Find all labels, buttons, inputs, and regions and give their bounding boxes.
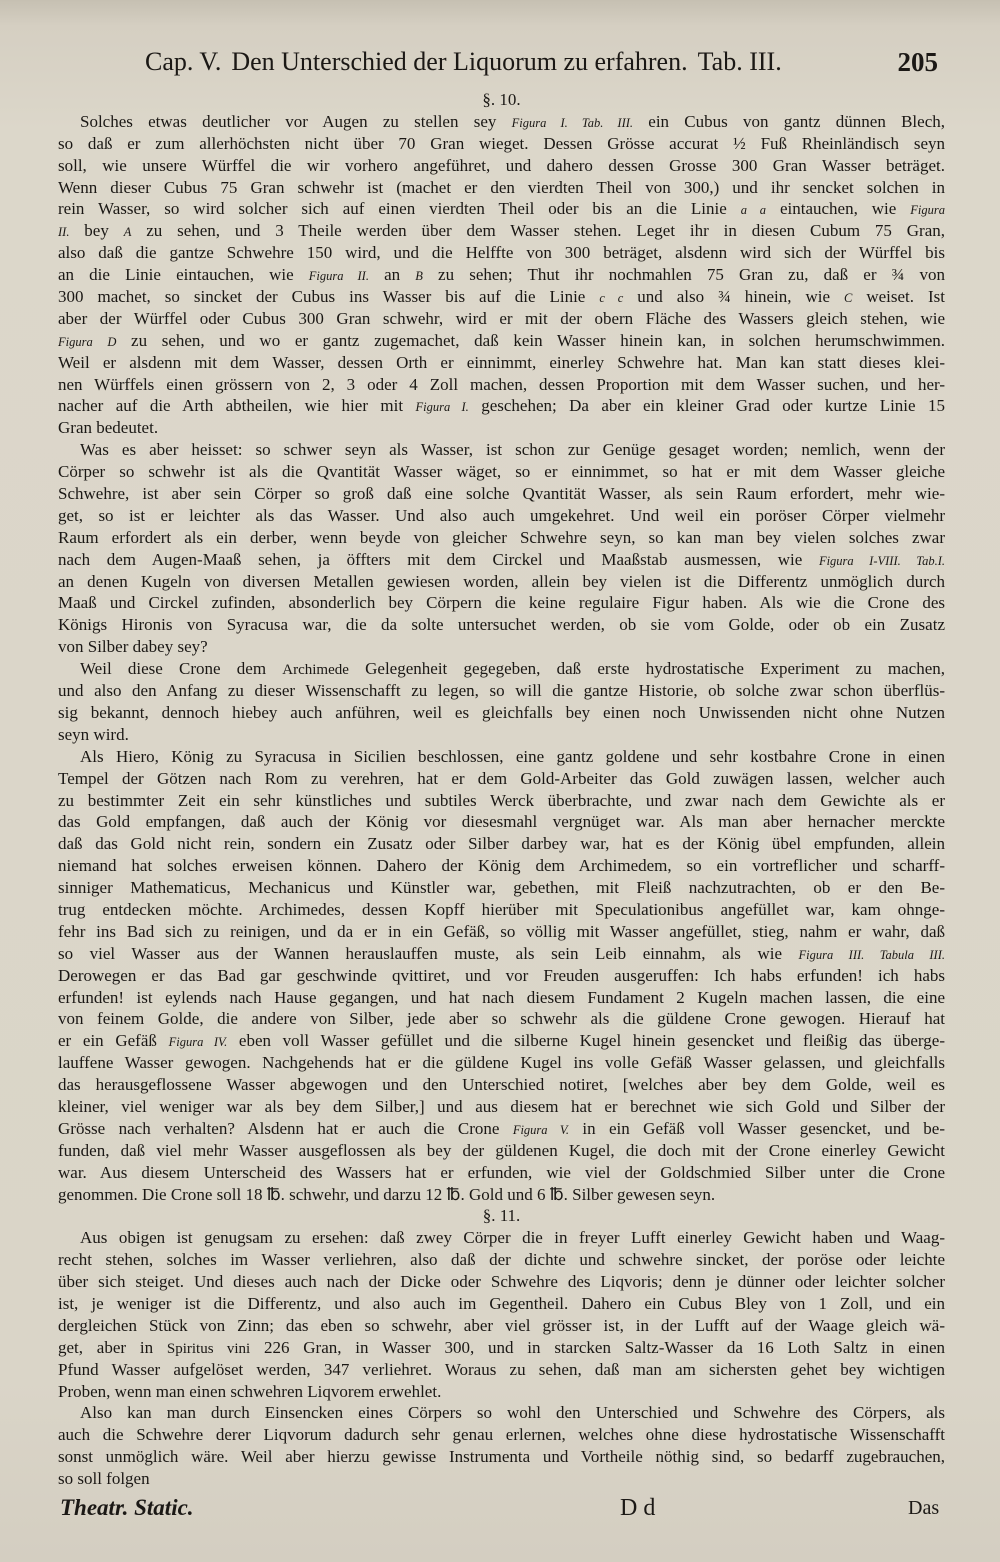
text-line: Also kan man durch Einsencken eines Cörpers so wohl den Unterschied und Schwehre des Cörpers, als bbox=[80, 1403, 945, 1423]
figure-reference: B bbox=[415, 269, 423, 284]
text-line: fehr ins Bad sich zu reinigen, und da er in ein Gefäß, so völlig mit Wasser angefüllet, stieg, nahm er wahr, daß bbox=[58, 921, 945, 941]
text-line: Solches etwas deutlicher vor Augen zu stellen sey Figura I. Tab. III. ein Cubus von gantz dünnen Blech, bbox=[80, 111, 945, 131]
text-line: Raum erfordert als ein derber, wenn beyde von gleicher Schwehre seyn, so kan man bey vielen solches zwar bbox=[58, 527, 945, 547]
page-footer bbox=[0, 1492, 1000, 1524]
text-line: sonst unmöglich wäre. Weil aber hierzu gewisse Instrumenta und Vortheile nöthig sind, so bedarff zugebrauchen, bbox=[58, 1447, 945, 1467]
text-line: ist, je weniger ist die Differentz, und also auch im Gegentheil. Dahero ein Cubus Bley von 1 Zoll, und ein bbox=[58, 1293, 945, 1313]
text-line: Maaß und Circkel zufinden, absonderlich bey Cörpern die keine regulaire Figur haben. Als wie die Crone des bbox=[58, 593, 945, 613]
section bbox=[58, 89, 945, 1205]
text-line: rein Wasser, so wird solcher sich auf einen vierdten Theil oder bis an die Linie a a eintauchen, wie Figura bbox=[58, 199, 945, 219]
text-line: Weil er alsdenn mit dem Wasser, dessen Orth er einnimmt, einerley Schwehre hat. Man kan statt dieses klei- bbox=[58, 352, 945, 372]
text-line: get, so ist er leichter als das Wasser. Und also auch umgekehret. Und weil ein poröser Cörper vielmehr bbox=[58, 505, 945, 525]
text-line: soll, wie unsere Würffel die wir vorhero angeführet, und dahero dessen Grosse 300 Gran Wasser beträget. bbox=[58, 155, 945, 175]
figure-reference: Figura II. bbox=[308, 269, 369, 284]
figure-reference: Figura IV. bbox=[168, 1035, 228, 1050]
figure-reference: C bbox=[844, 291, 853, 306]
text-line: auch die Schwehre derer Liqvorum dadurch sehr genau erlernen, welches ohne diese hydrostatische Wissenschafft bbox=[58, 1425, 945, 1445]
text-line: Grösse nach verhalten? Alsdenn hat er auch die Crone Figura V. in ein Gefäß voll Wasser gesencket, und be- bbox=[58, 1118, 946, 1138]
text-line: Was es aber heisset: so schwer seyn als Wasser, ist schon zur Genüge gesaget worden; nemlich, wenn der bbox=[80, 440, 945, 460]
signature-mark: D d bbox=[620, 1495, 656, 1521]
paragraph bbox=[58, 746, 945, 1206]
text-line: von feinem Golde, die andere von Silber, jede aber so schwehr als die güldene Crone gewogen. Hierauf hat bbox=[58, 1009, 945, 1029]
figure-reference: D bbox=[107, 334, 117, 349]
text-line: Aus obigen ist genugsam zu ersehen: daß zwey Cörper die in freyer Lufft einerley Gewicht haben und Waag- bbox=[80, 1228, 945, 1248]
page-body bbox=[58, 89, 945, 1490]
paragraph bbox=[58, 1227, 945, 1402]
text-line: erfunden! ist eylends nach Hause gegangen, und hat nach diesem Fundament 2 Kugeln machen lassen, die eine bbox=[58, 987, 945, 1007]
text-line: war. Aus diesem Unterscheid des Wassers hat er erfunden, wie viel der Goldschmied Silber unter die Crone bbox=[58, 1162, 945, 1182]
figure-reference: Figura III. Tabula III. bbox=[798, 947, 945, 962]
text-line: trug entdecken möchte. Archimedes, dessen Kopff hierüber mit Speculationibus angefüllet war, kam ohnge- bbox=[58, 899, 945, 919]
text-line: und also den Anfang zu dieser Wissenschafft zu legen, so will die gantze Historie, ob solche zwar schon überflüs- bbox=[58, 681, 945, 701]
paragraph bbox=[58, 439, 945, 658]
figure-reference: Figura I. bbox=[415, 400, 469, 415]
text-line: get, aber in Spiritus vini 226 Gran, in Wasser 300, und in starcken Saltz-Wasser da 16 Loth Saltz in einen bbox=[58, 1337, 945, 1357]
section bbox=[58, 1205, 945, 1490]
text-line: Wenn dieser Cubus 75 Gran schwehr ist (machet er den vierdten Theil von 300,) und ihr sencket solchen in bbox=[58, 177, 945, 197]
figure-reference: a a bbox=[740, 203, 767, 218]
text-line: Derowegen er das Bad gar geschwinde qvittiret, und vor Freuden ausgeruffen: Ich habs erfunden! ich habs bbox=[58, 965, 945, 985]
text-line: so daß er zum allerhöchsten nicht über 70 Gran wieget. Dessen Grösse accurat ½ Fuß Rheinländisch seyn bbox=[58, 133, 945, 153]
text-line: genommen. Die Crone soll 18 ℔. schwehr, und darzu 12 ℔. Gold und 6 ℔. Silber gewesen seyn. bbox=[58, 1184, 716, 1204]
text-line: von Silber dabey sey? bbox=[58, 637, 208, 657]
paragraph bbox=[58, 1402, 945, 1490]
section-heading: §. 10. bbox=[482, 90, 521, 109]
latin-term: Spiritus vini bbox=[166, 1340, 251, 1357]
text-line: daß das Gold nicht rein, sondern ein Zusatz oder Silber darbey war, hat es der König übel empfunden, allein bbox=[58, 834, 945, 854]
page-number: 205 bbox=[897, 47, 938, 77]
text-line: Cörper so schwehr ist als die Qvantität Wasser wäget, so er einnimmet, so hat er mit dem Wasser gleiche bbox=[58, 462, 945, 482]
text-line: er ein Gefäß Figura IV. eben voll Wasser gefüllet und die silberne Kugel hinein gesencket und fleißig das überge- bbox=[58, 1031, 945, 1051]
figure-reference: c c bbox=[599, 291, 624, 306]
text-line: lauffene Wasser gewogen. Nachgehends hat er die güldene Kugel ins volle Gefäß Wasser gelassen, und gleichfalls bbox=[58, 1053, 945, 1073]
figure-reference: Figura I-VIII. Tab.I. bbox=[818, 553, 946, 568]
text-line: das Gold empfangen, daß auch der König vor diesesmahl vergnüget war. Als man aber hernacher merckte bbox=[58, 812, 945, 832]
figure-reference: Figura I. Tab. III. bbox=[511, 115, 634, 130]
text-line: über sich steiget. Und dieses auch nach der Dicke oder Schwehre des Liqvoris; denn je dünner oder leichter solcher bbox=[58, 1272, 945, 1292]
text-line: sig bekannt, dennoch hiebey auch anführen, weil es gleichfalls bey einen noch Unwissenden nicht ohne Nutzen bbox=[58, 702, 945, 722]
text-line: Gran bedeutet. bbox=[58, 418, 159, 438]
section-heading: §. 11. bbox=[482, 1206, 521, 1226]
text-line: recht stehen, solches im Wasser verliehren, also daß der dichte und schwehre sincket, der poröse oder leichte bbox=[58, 1250, 945, 1270]
text-line: Schwehre, ist aber sein Cörper so groß daß eine solche Qvantität Wasser, als sein Raum erfordert, mehr wie- bbox=[58, 484, 945, 504]
figure-reference: Figura bbox=[58, 334, 93, 349]
text-line: nacher auf die Arth abtheilen, wie hier mit Figura I. geschehen; Da aber ein kleiner Grad oder kurtze Linie 15 bbox=[58, 396, 945, 416]
figure-reference: A bbox=[123, 225, 132, 240]
text-line: Figura D zu sehen, und wo er gantz zugemachet, daß kein Wasser hinein kan, in solchen herumschwimmen. bbox=[58, 330, 946, 350]
text-line: kleiner, viel weniger war als bey dem Silber,] und aus diesem hat er berechnet wie sich Gold und Silber der bbox=[58, 1096, 945, 1116]
text-line: aber der Würffel oder Cubus 300 Gran schwehr, wird er mit der obern Fläche des Wassers gleich stehen, wie bbox=[58, 308, 945, 328]
figure-reference: Figura V. bbox=[512, 1122, 569, 1137]
text-line: also daß die gantze Schwehre 150 wird, und die Helffte von 300 beträget, alsdenn wird sich der Würffel bis bbox=[58, 243, 945, 263]
text-line: funden, daß viel mehr Wasser ausgeflossen als bey der güldenen Kugel, die doch mit der Crone einerley Gewicht bbox=[58, 1140, 945, 1160]
text-line: nen Würffels einen grössern von 2, 3 oder 4 Zoll machen, dessen Proportion mit dem Wasser suchen, und her- bbox=[58, 374, 945, 394]
text-line: II. bey A zu sehen, und 3 Theile werden über dem Wasser stehen. Leget ihr in diesen Cubum 75 Gran, bbox=[58, 221, 945, 241]
table-reference: Tab. III. bbox=[697, 47, 782, 76]
text-line: so soll folgen bbox=[58, 1469, 150, 1489]
text-line: sinniger Mathematicus, Mechanicus und Künstler war, gebethen, mit Fleiß nachzutrachten, ob er den Be- bbox=[58, 878, 945, 898]
paragraph bbox=[58, 111, 945, 439]
text-line: an denen Kugeln von diversen Metallen gewiesen worden, allein bey vielen ist die Differentz unmöglich durch bbox=[58, 571, 945, 591]
running-title: Den Unterschied der Liquorum zu erfahren. bbox=[231, 47, 688, 76]
text-line: Tempel der Götzen nach Rom zu verehren, hat er dem Gold-Arbeiter das Gold zuwägen lassen, welcher auch bbox=[58, 768, 945, 788]
text-line: Pfund Wasser aufgelöset werden, 347 verliehret. Woraus zu sehen, daß man am sichersten gehet bey wichtigen bbox=[58, 1359, 945, 1379]
paragraph bbox=[58, 658, 945, 746]
catchword: Das bbox=[908, 1497, 940, 1519]
figure-reference: Figura bbox=[910, 203, 945, 218]
latin-term: Archimede bbox=[282, 662, 349, 679]
text-line: 300 machet, so sincket der Cubus ins Wasser bis auf die Linie c c und also ¾ hinein, wie C weiset. Ist bbox=[58, 287, 945, 307]
chapter-label: Cap. V. bbox=[145, 47, 222, 76]
text-line: niemand hat solches erweisen können. Dahero der König dem Archimedem, so ein vortreflicher und scharff- bbox=[58, 856, 945, 876]
text-line: an die Linie eintauchen, wie Figura II. an B zu sehen; Thut ihr nochmahlen 75 Gran zu, daß er ¾ von bbox=[58, 265, 945, 285]
text-line: dergleichen Stück von Zinn; das eben so schwehr, aber viel grösser ist, in der Lufft auf der Waage gleich wä- bbox=[58, 1315, 945, 1335]
text-line: Königs Hironis von Syracusa war, die da solte untersuchet werden, ob sie vom Golde, oder ob ein Zusatz bbox=[58, 615, 945, 635]
text-line: das herausgeflossene Wasser abgewogen und den Unterschied notiret, [welches aber bey dem Golde, weil es bbox=[58, 1075, 945, 1095]
footer-title: Theatr. Static. bbox=[60, 1495, 194, 1520]
text-line: zu bestimmter Zeit ein sehr künstliches und subtiles Werck überbrachte, und zwar nach dem Gewichte als er bbox=[58, 790, 945, 810]
text-line: so viel Wasser aus der Wannen herauslauffen muste, als sein Leib einnahm, als wie Figura III. Tabula III. bbox=[58, 943, 945, 963]
text-line: nach dem Augen-Maaß sehen, ja öffters mit dem Circkel und Maaßstab ausmessen, wie Figura I-VIII. Tab.I. bbox=[58, 549, 946, 569]
text-line: Als Hiero, König zu Syracusa in Sicilien beschlossen, eine gantz goldene und sehr kostbahre Crone in einen bbox=[80, 746, 945, 766]
text-line: Proben, wenn man einen schwehren Liqvorem erwehlet. bbox=[58, 1381, 442, 1401]
running-head bbox=[145, 44, 792, 80]
figure-reference: II. bbox=[58, 225, 70, 240]
text-line: Weil diese Crone dem Archimede Gelegenheit gegegeben, daß erste hydrostatische Experiment zu machen, bbox=[80, 659, 945, 679]
text-line: seyn wird. bbox=[58, 724, 129, 744]
